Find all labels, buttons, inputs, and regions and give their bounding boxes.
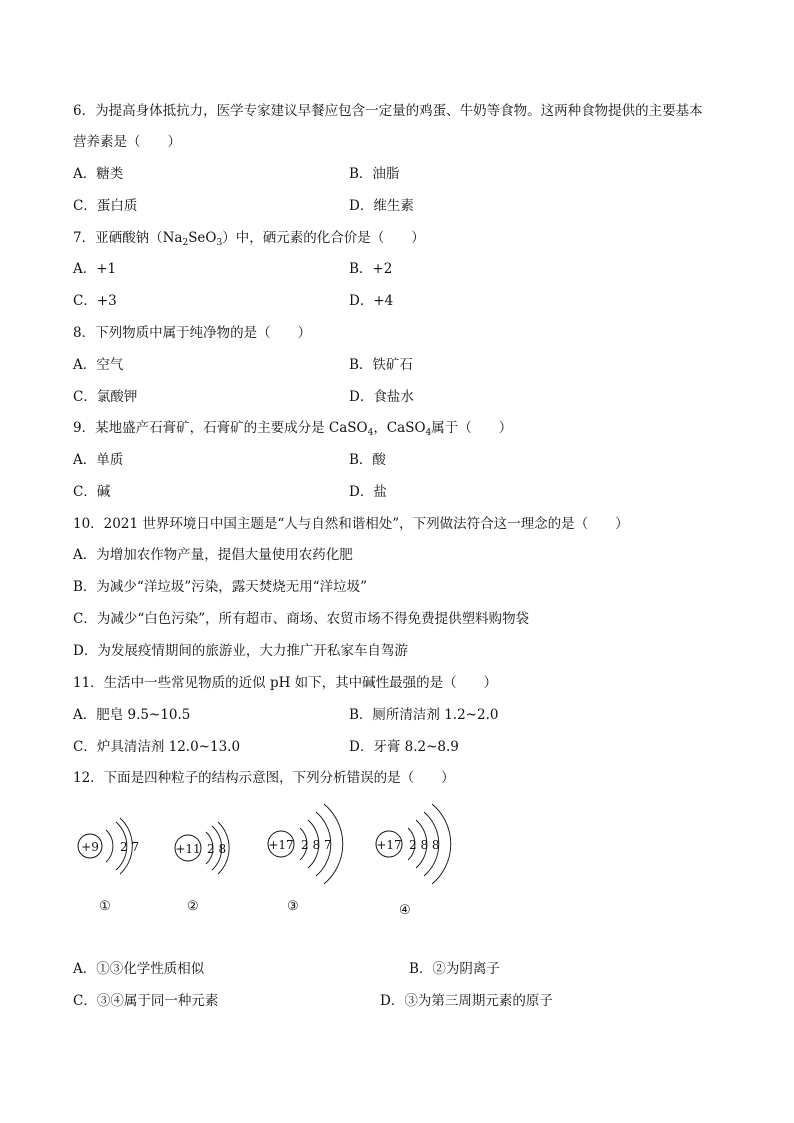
q6-option-b: B．油脂 (349, 166, 400, 182)
q11-option-c: C．炉具清洁剂 12.0~13.0 (73, 739, 241, 755)
q8-option-a: A．空气 (73, 357, 124, 373)
q10-stem: 10．2021 世界环境日中国主题是“人与自然和谐相处”，下列做法符合这一理念的是（ ） (73, 516, 629, 532)
particle-label-3: ③ (287, 899, 299, 914)
particle-label-1: ① (99, 899, 111, 914)
q11-option-b: B．厕所清洁剂 1.2~2.0 (349, 707, 499, 723)
q12-option-c: C．③④属于同一种元素 (73, 993, 219, 1009)
q11-stem: 11．生活中一些常见物质的近似 pH 如下，其中碱性最强的是（ ） (73, 675, 498, 691)
q9-option-d: D．盐 (349, 484, 387, 500)
particle-4-electrons: 2 8 8 (409, 838, 440, 852)
particle-3-electrons: 2 8 7 (301, 838, 332, 852)
q6-option-c: C．蛋白质 (73, 198, 138, 214)
particle-4-nucleus: +17 (376, 838, 402, 852)
q11-option-a: A．肥皂 9.5~10.5 (73, 707, 191, 723)
q9-option-a: A．单质 (73, 452, 124, 468)
q6-option-a: A．糖类 (73, 166, 124, 182)
q9-stem: 9．某地盛产石膏矿，石膏矿的主要成分是 CaSO$_4$，CaSO$_4$属于（ ） (73, 420, 513, 438)
q10-option-b: B．为减少“洋垃圾”污染，露天焚烧无用“洋垃圾” (73, 579, 368, 595)
particle-label-4: ④ (399, 903, 411, 918)
q9-option-b: B．酸 (349, 452, 386, 468)
q6-stem-line1: 6．为提高身体抵抗力，医学专家建议早餐应包含一定量的鸡蛋、牛奶等食物。这两种食物提供的主要基本 (73, 103, 703, 119)
q12-option-d: D．③为第三周期元素的原子 (380, 993, 553, 1009)
q8-option-d: D．食盐水 (349, 389, 414, 405)
q12-stem: 12．下面是四种粒子的结构示意图，下列分析错误的是（ ） (73, 770, 455, 786)
particle-diagram-3 (264, 800, 354, 894)
q10-option-d: D．为发展疫情期间的旅游业，大力推广开私家车自驾游 (73, 643, 408, 659)
particle-2-electrons: 2 8 (207, 842, 227, 856)
q8-option-b: B．铁矿石 (349, 357, 413, 373)
q12-option-b: B．②为阴离子 (409, 961, 500, 977)
q7-option-d: D．+4 (349, 293, 394, 309)
q7-stem: 7．亚硒酸钠$(Na_2SeO_3)$中，硒元素的化合价是（ ） (73, 230, 425, 248)
q10-option-c: C．为减少“白色污染”，所有超市、商场、农贸市场不得免费提供塑料购物袋 (73, 611, 530, 627)
q6-option-d: D．维生素 (349, 198, 414, 214)
particle-diagram-2 (170, 808, 240, 892)
particle-1-electrons: 2 7 (120, 840, 140, 854)
particle-3-nucleus: +17 (268, 838, 294, 852)
particle-2-nucleus: +11 (175, 842, 201, 856)
q6-stem-line2: 营养素是（ ） (73, 134, 181, 150)
particle-diagram-4 (374, 800, 464, 894)
q10-option-a: A．为增加农作物产量，提倡大量使用农药化肥 (73, 547, 353, 563)
q12-option-a: A．①③化学性质相似 (73, 961, 205, 977)
q7-option-a: A．+1 (73, 261, 117, 277)
q9-option-c: C．碱 (73, 484, 111, 500)
q7-option-c: C．+3 (73, 293, 117, 309)
particle-1-nucleus: +9 (81, 840, 99, 854)
q11-option-d: D．牙膏 8.2~8.9 (349, 739, 459, 755)
q7-option-b: B．+2 (349, 261, 393, 277)
particle-label-2: ② (187, 899, 199, 914)
particle-diagram-1 (74, 808, 144, 892)
q8-option-c: C．氯酸钾 (73, 389, 138, 405)
q8-stem: 8．下列物质中属于纯净物的是（ ） (73, 325, 312, 341)
